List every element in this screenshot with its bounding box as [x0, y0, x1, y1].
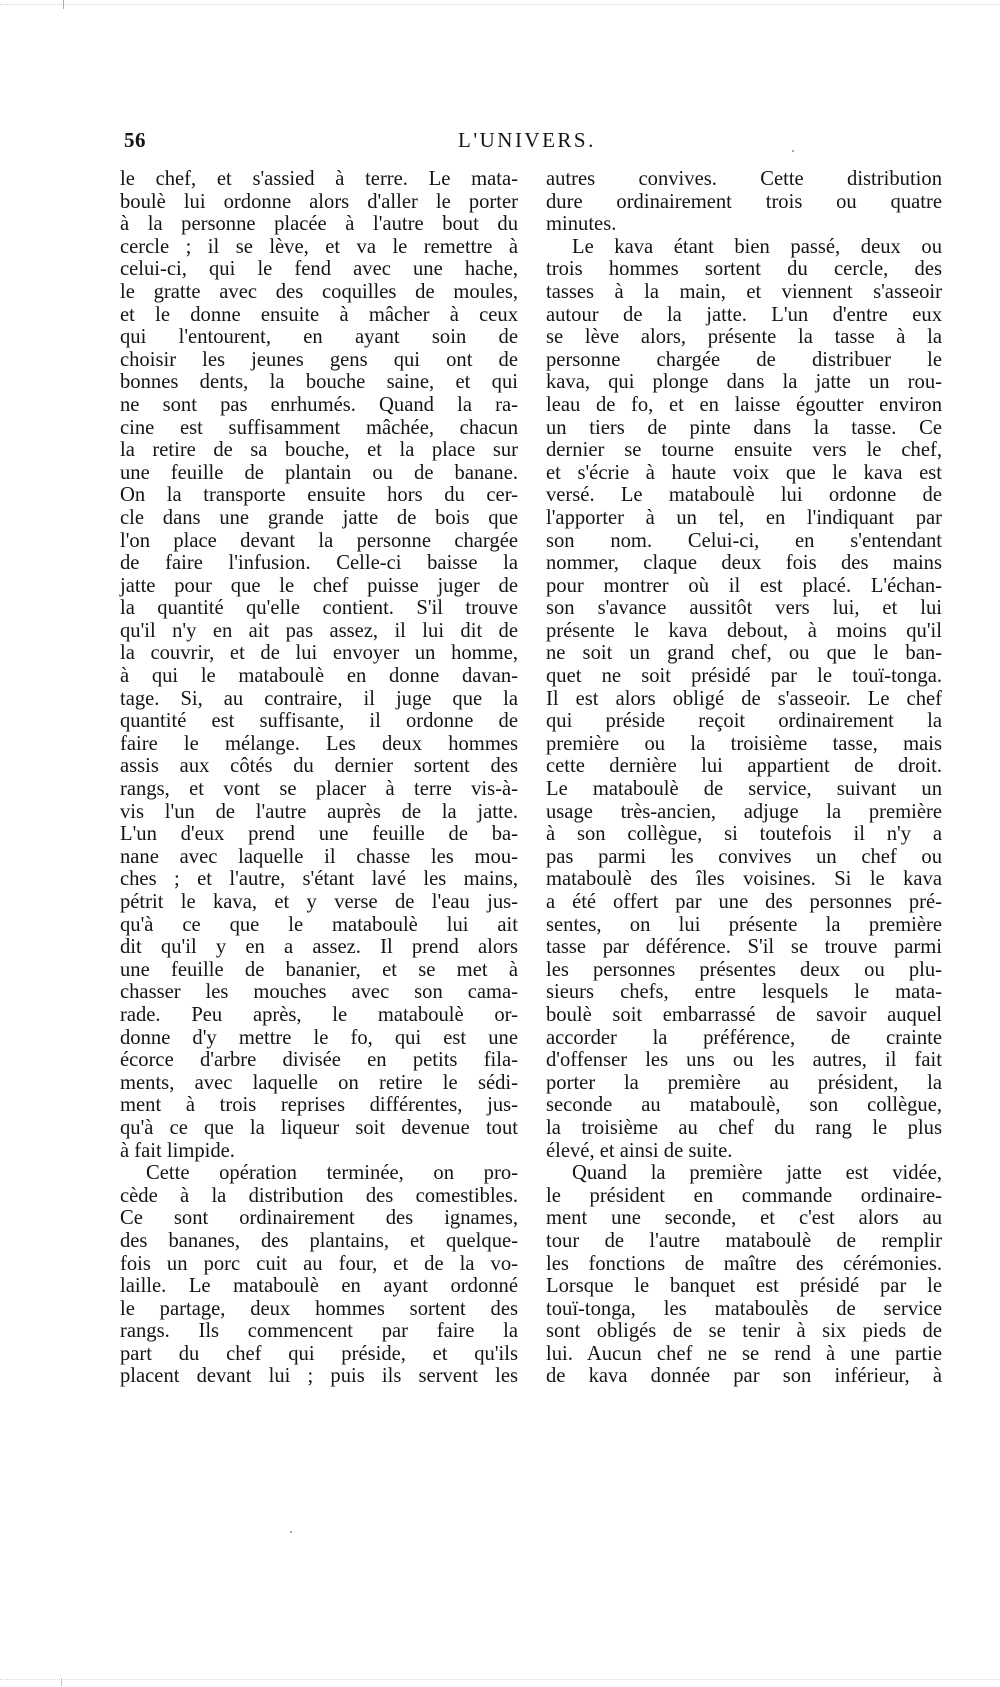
- scan-border-bottom: [0, 1679, 1000, 1684]
- text-line: ment à trois reprises différentes, jus-: [120, 1094, 518, 1117]
- text-line: rangs, et vont se placer à terre vis-à-: [120, 778, 518, 801]
- text-line: une feuille de bananier, et se met à: [120, 958, 518, 981]
- text-line: dernier se tourne ensuite vers le chef,: [546, 439, 942, 462]
- text-line: tour de l'autre mataboulè de remplir: [546, 1229, 942, 1252]
- text-line: ne soit un grand chef, ou que le ban-: [546, 642, 942, 665]
- text-line: lui. Aucun chef ne se rend à une partie: [546, 1342, 942, 1365]
- text-line: pétrit le kava, et y verse de l'eau jus-: [120, 891, 518, 913]
- scan-speck: [290, 1531, 292, 1533]
- text-line: son s'avance aussitôt vers lui, et lui: [546, 597, 942, 620]
- text-line: L'un d'eux prend une feuille de ba-: [120, 823, 518, 846]
- text-line: à son collègue, si toutefois il n'y a: [546, 823, 942, 846]
- text-line: donne d'y mettre le fo, qui est une: [120, 1026, 518, 1049]
- text-line: boulè soit embarrassé de savoir auquel: [546, 1003, 942, 1026]
- text-line: boulè lui ordonne alors d'aller le porter: [120, 190, 518, 213]
- text-line: Cette opération terminée, on pro-: [146, 1162, 518, 1185]
- text-line: personne chargée de distribuer le: [546, 348, 942, 371]
- text-line: une feuille de plantain ou de banane.: [120, 461, 518, 484]
- text-line: la couvrir, et de lui envoyer un homme,: [120, 642, 518, 665]
- text-line: a été offert par une des personnes pré-: [546, 891, 942, 913]
- text-line: part du chef qui préside, et qu'ils: [120, 1342, 518, 1365]
- text-line: cine est suffisamment mâchée, chacun: [120, 416, 518, 439]
- text-line: dit qu'il y en a assez. Il prend alors: [120, 936, 518, 959]
- text-line: usage très-ancien, adjuge la première: [546, 800, 942, 823]
- text-line: cette dernière lui appartient de droit.: [546, 755, 942, 778]
- text-line: assis aux côtés du dernier sortent des: [120, 755, 518, 778]
- text-line: l'on place devant la personne chargée: [120, 529, 518, 552]
- page-number: 56: [124, 128, 146, 152]
- text-line: Quand la première jatte est vidée,: [572, 1162, 942, 1185]
- text-line: cercle ; il se lève, et va le remettre à: [120, 235, 518, 258]
- text-line: sont obligés de se tenir à six pieds de: [546, 1320, 942, 1343]
- text-line: seconde au mataboulè, son collègue,: [546, 1094, 942, 1117]
- text-line: laille. Le mataboulè en ayant ordonné: [120, 1275, 518, 1298]
- text-line: élevé, et ainsi de suite.: [546, 1139, 733, 1162]
- text-line: l'apporter à un tel, en l'indiquant par: [546, 506, 942, 529]
- text-line: faire le mélange. Les deux hommes: [120, 732, 518, 755]
- text-line: se lève alors, présente la tasse à la: [546, 326, 942, 349]
- text-line: placent devant lui ; puis ils servent les: [120, 1365, 518, 1388]
- text-line: et s'écrie à haute voix que le kava est: [546, 461, 942, 484]
- text-line: ches ; et l'autre, s'étant lavé les mains,: [120, 868, 518, 891]
- text-line: On la transporte ensuite hors du cer-: [120, 484, 518, 507]
- text-line: qui l'entourent, en ayant soin de: [120, 326, 518, 349]
- running-head: [118, 128, 930, 158]
- text-line: autour de la jatte. L'un d'entre eux: [546, 303, 942, 326]
- text-line: qui préside reçoit ordinairement la: [546, 710, 942, 733]
- text-line: les fonctions de maître des cérémonies.: [546, 1252, 942, 1275]
- text-line: vis l'un de l'autre auprès de la jatte.: [120, 800, 518, 823]
- text-line: sieurs chefs, entre lesquels le mata-: [546, 981, 942, 1004]
- text-line: qu'il n'y en ait pas assez, il lui dit de: [120, 619, 518, 642]
- text-line: mataboulè des îles voisines. Si le kava: [546, 868, 942, 891]
- text-line: à qui le mataboulè en donne davan-: [120, 665, 518, 688]
- text-line: trois hommes sortent du cercle, des: [546, 258, 942, 281]
- text-line: des bananes, des plantains, et quelque-: [120, 1229, 518, 1252]
- text-line: porter la première au président, la: [546, 1071, 942, 1094]
- text-line: choisir les jeunes gens qui ont de: [120, 348, 518, 371]
- text-line: Le mataboulè de service, suivant un: [546, 778, 942, 801]
- text-line: rangs. Ils commencent par faire la: [120, 1320, 518, 1343]
- text-line: quantité est suffisante, il ordonne de: [120, 710, 518, 733]
- text-line: et le donne ensuite à mâcher à ceux: [120, 303, 518, 326]
- text-line: la troisième au chef du rang le plus: [546, 1116, 942, 1139]
- text-line: tasse par déférence. S'il se trouve parmi: [546, 936, 942, 959]
- text-line: présente le kava debout, à moins qu'il: [546, 619, 942, 642]
- text-line: pas parmi les convives un chef ou: [546, 845, 942, 868]
- text-line: un tiers de pinte dans la tasse. Ce: [546, 416, 942, 439]
- text-line: première ou la troisième tasse, mais: [546, 732, 942, 755]
- text-line: kava, qui plonge dans la jatte un rou-: [546, 371, 942, 394]
- text-line: dure ordinairement trois ou quatre: [546, 190, 942, 213]
- text-line: fois un porc cuit au four, et de la vo-: [120, 1252, 518, 1275]
- text-line: nommer, claque deux fois des mains: [546, 552, 942, 575]
- text-line: pour montrer où il est placé. L'échan-: [546, 574, 942, 597]
- text-line: versé. Le mataboulè lui ordonne de: [546, 484, 942, 507]
- text-column-right: [546, 168, 942, 1388]
- text-line: celui-ci, qui le fend avec une hache,: [120, 258, 518, 281]
- text-line: tasses à la main, et viennent s'asseoir: [546, 280, 942, 303]
- text-line: nane avec laquelle il chasse les mou-: [120, 845, 518, 868]
- text-line: à la personne placée à l'autre bout du: [120, 213, 518, 236]
- text-line: autres convives. Cette distribution: [546, 168, 942, 190]
- text-line: d'offenser les uns ou les autres, il fait: [546, 1049, 942, 1072]
- text-line: Ce sont ordinairement des ignames,: [120, 1207, 518, 1230]
- text-line: quet ne soit présidé par le touï-tonga.: [546, 665, 942, 688]
- scan-border-top: [0, 4, 1000, 13]
- text-line: à fait limpide.: [120, 1139, 235, 1162]
- text-line: son nom. Celui-ci, en s'entendant: [546, 529, 942, 552]
- text-line: cède à la distribution des comestibles.: [120, 1184, 518, 1207]
- text-line: cle dans une grande jatte de bois que: [120, 506, 518, 529]
- scan-speck: [792, 150, 794, 152]
- text-line: jatte pour que le chef puisse juger de: [120, 574, 518, 597]
- text-line: leau de fo, et en laisse égoutter environ: [546, 393, 942, 416]
- text-line: Le kava étant bien passé, deux ou: [572, 235, 942, 258]
- text-line: le chef, et s'assied à terre. Le mata-: [120, 168, 518, 190]
- text-column-left: [120, 168, 518, 1388]
- text-line: minutes.: [546, 213, 617, 236]
- text-line: accorder la préférence, de crainte: [546, 1026, 942, 1049]
- scan-mark: [63, 0, 64, 9]
- running-title: L'UNIVERS.: [458, 128, 596, 152]
- text-line: touï-tonga, les mataboulès de service: [546, 1297, 942, 1320]
- text-line: ment une seconde, et c'est alors au: [546, 1207, 942, 1230]
- text-line: de kava donnée par son inférieur, à: [546, 1365, 942, 1388]
- text-line: chasser les mouches avec son cama-: [120, 981, 518, 1004]
- text-line: rade. Peu après, le mataboulè or-: [120, 1003, 518, 1026]
- text-line: le gratte avec des coquilles de moules,: [120, 280, 518, 303]
- text-line: sentes, on lui présente la première: [546, 913, 942, 936]
- text-line: tage. Si, au contraire, il juge que la: [120, 687, 518, 710]
- text-line: ments, avec laquelle on retire le sédi-: [120, 1071, 518, 1094]
- text-line: Lorsque le banquet est présidé par le: [546, 1275, 942, 1298]
- text-line: le président en commande ordinaire-: [546, 1184, 942, 1207]
- text-line: qu'à ce que le mataboulè lui ait: [120, 913, 518, 936]
- text-line: ne sont pas enrhumés. Quand la ra-: [120, 393, 518, 416]
- text-line: la retire de sa bouche, et la place sur: [120, 439, 518, 462]
- text-line: de faire l'infusion. Celle-ci baisse la: [120, 552, 518, 575]
- scan-mark: [61, 1678, 62, 1686]
- text-line: les personnes présentes deux ou plu-: [546, 958, 942, 981]
- text-line: la quantité qu'elle contient. S'il trouve: [120, 597, 518, 620]
- text-line: qu'à ce que la liqueur soit devenue tout: [120, 1116, 518, 1139]
- text-line: écorce d'arbre divisée en petits fila-: [120, 1049, 518, 1072]
- text-line: Il est alors obligé de s'asseoir. Le chef: [546, 687, 942, 710]
- text-line: bonnes dents, la bouche saine, et qui: [120, 371, 518, 394]
- text-line: le partage, deux hommes sortent des: [120, 1297, 518, 1320]
